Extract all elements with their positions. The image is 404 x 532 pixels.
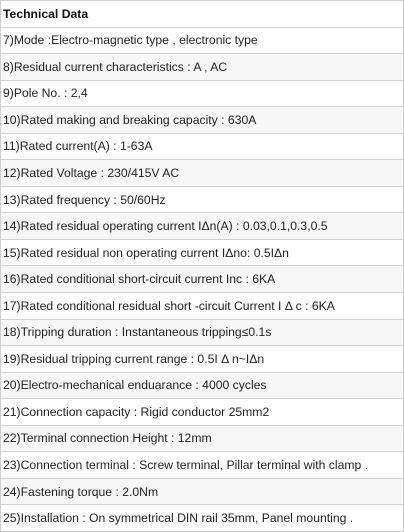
- spec-item: 19)Residual tripping current range : 0.5I Δ n~IΔn: [1, 346, 404, 373]
- spec-item: 24)Fastening torque : 2.0Nm: [1, 478, 404, 505]
- table-row: [1, 319, 404, 346]
- table-row: [1, 346, 404, 373]
- spec-item: 14)Rated residual operating current IΔn(A) : 0.03,0.1,0.3,0.5: [1, 213, 404, 240]
- table-row: [1, 133, 404, 160]
- table-row: [1, 27, 404, 54]
- table-row: [1, 425, 404, 452]
- spec-item: 23)Connection terminal : Screw terminal, Pillar terminal with clamp .: [1, 452, 404, 479]
- spec-item: 12)Rated Voltage : 230/415V AC: [1, 160, 404, 187]
- spec-item: 13)Rated frequency : 50/60Hz: [1, 186, 404, 213]
- table-row: [1, 54, 404, 81]
- table-title: Technical Data: [1, 1, 404, 28]
- table-row: [1, 186, 404, 213]
- table-row: [1, 107, 404, 134]
- spec-item: 25)Installation : On symmetrical DIN rail 35mm, Panel mounting .: [1, 505, 404, 532]
- spec-item: 10)Rated making and breaking capacity : 630A: [1, 107, 404, 134]
- table-row: [1, 213, 404, 240]
- table-row: [1, 505, 404, 532]
- spec-item: 7)Mode :Electro-magnetic type , electronic type: [1, 27, 404, 54]
- spec-item: 21)Connection capacity : Rigid conductor 25mm2: [1, 399, 404, 426]
- spec-item: 16)Rated conditional short-circuit current Inc : 6KA: [1, 266, 404, 293]
- table-row: [1, 452, 404, 479]
- table-row: [1, 160, 404, 187]
- table-row: [1, 266, 404, 293]
- spec-item: 18)Tripping duration : Instantaneous tripping≤0.1s: [1, 319, 404, 346]
- spec-item: 9)Pole No. : 2,4: [1, 80, 404, 107]
- spec-item: 17)Rated conditional residual short -circuit Current I Δ c : 6KA: [1, 293, 404, 320]
- table-row: [1, 239, 404, 266]
- technical-data-body: [1, 27, 404, 531]
- spec-item: 20)Electro-mechanical enduarance : 4000 cycles: [1, 372, 404, 399]
- table-row: [1, 478, 404, 505]
- technical-data-header: [1, 1, 404, 28]
- spec-item: 15)Rated residual non operating current IΔno: 0.5IΔn: [1, 239, 404, 266]
- header-row: [1, 1, 404, 28]
- spec-item: 11)Rated current(A) : 1-63A: [1, 133, 404, 160]
- spec-item: 22)Terminal connection Height : 12mm: [1, 425, 404, 452]
- spec-item: 8)Residual current characteristics : A , AC: [1, 54, 404, 81]
- table-row: [1, 399, 404, 426]
- table-row: [1, 372, 404, 399]
- table-row: [1, 80, 404, 107]
- table-row: [1, 293, 404, 320]
